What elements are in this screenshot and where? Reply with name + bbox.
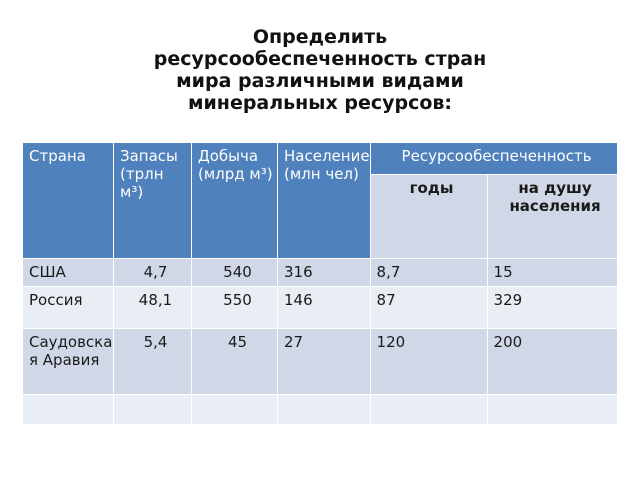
cell-per-capita — [487, 395, 617, 425]
cell-production: 550 — [192, 287, 278, 329]
cell-years: 120 — [370, 329, 487, 395]
cell-country: Россия — [23, 287, 114, 329]
cell-years: 8,7 — [370, 259, 487, 287]
cell-population: 146 — [278, 287, 371, 329]
cell-per-capita: 15 — [487, 259, 617, 287]
header-per-capita: на душу населения — [487, 175, 617, 259]
table-row — [23, 287, 618, 329]
cell-per-capita: 329 — [487, 287, 617, 329]
cell-reserves — [114, 395, 192, 425]
header-production: Добыча (млрд м³) — [192, 143, 278, 259]
title-line-3: мира различными видами — [176, 70, 464, 92]
cell-population: 27 — [278, 329, 371, 395]
cell-country: Саудовская Аравия — [23, 329, 114, 395]
cell-population — [278, 395, 371, 425]
cell-country: США — [23, 259, 114, 287]
cell-production: 45 — [192, 329, 278, 395]
cell-years: 87 — [370, 287, 487, 329]
header-years: годы — [370, 175, 487, 259]
table-row — [23, 395, 618, 425]
cell-production: 540 — [192, 259, 278, 287]
title-line-2: ресурсообеспеченность стран — [153, 48, 487, 70]
header-reserves: Запасы (трлн м³) — [114, 143, 192, 259]
cell-country — [23, 395, 114, 425]
resources-table — [22, 142, 618, 425]
title-line-1: Определить — [252, 26, 388, 48]
cell-years — [370, 395, 487, 425]
header-availability: Ресурсообеспеченность — [370, 143, 617, 175]
cell-reserves: 4,7 — [114, 259, 192, 287]
slide-title — [100, 26, 540, 114]
title-line-4: минеральных ресурсов: — [187, 92, 453, 114]
header-country: Страна — [23, 143, 114, 259]
cell-reserves: 5,4 — [114, 329, 192, 395]
header-population: Население (млн чел) — [278, 143, 371, 259]
cell-reserves: 48,1 — [114, 287, 192, 329]
cell-per-capita: 200 — [487, 329, 617, 395]
table-row — [23, 329, 618, 395]
table-row — [23, 259, 618, 287]
cell-population: 316 — [278, 259, 371, 287]
cell-production — [192, 395, 278, 425]
